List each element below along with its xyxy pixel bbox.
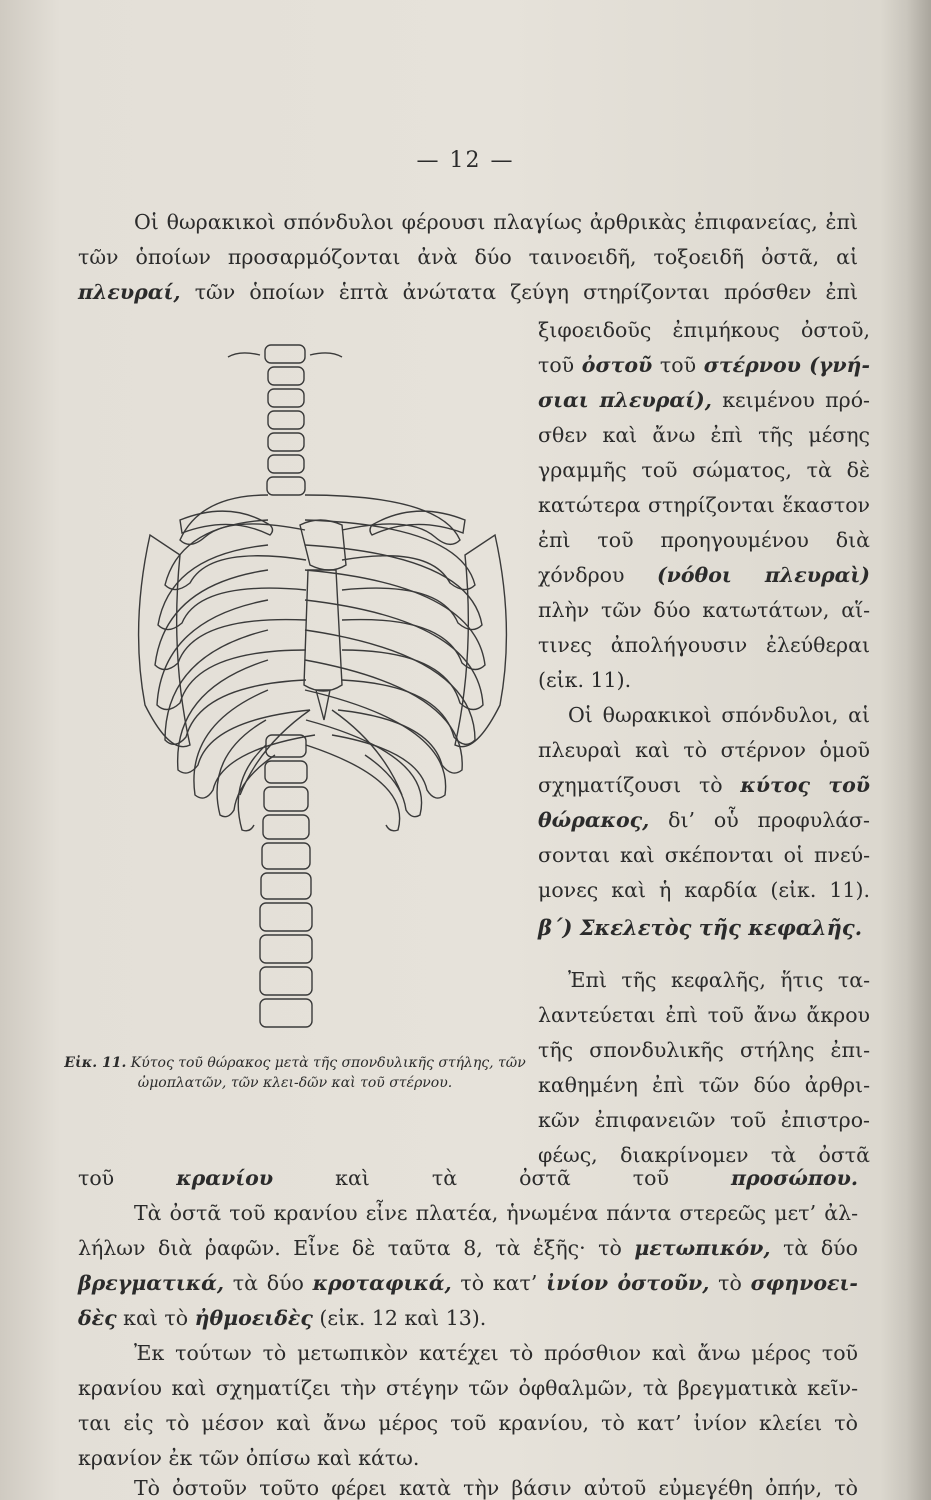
text-line	[538, 810, 870, 831]
term-kraniou: κρανίου	[176, 1166, 274, 1190]
text-span: λήλων διὰ ῥαφῶν. Εἶνε δὲ ταῦτα 8, τὰ ἑξῆς· τὸ	[78, 1236, 622, 1260]
text-line: κρανίον ἐκ τῶν ὀπίσω καὶ κάτω.	[78, 1446, 420, 1470]
term-inion: ἰνίον ὀστοῦν,	[546, 1271, 710, 1295]
text-span: χόνδρου	[538, 563, 625, 587]
text-line	[78, 282, 858, 303]
text-line: μονες καὶ ἡ καρδία (εἰκ. 11).	[538, 878, 870, 902]
term-kytos: κύτος τοῦ	[740, 773, 870, 797]
text-span: δι’ οὗ προφυλάσ-	[668, 808, 870, 832]
section-heading: β΄) Σκελετὸς τῆς κεφαλῆς.	[538, 915, 863, 940]
text-line: καθημένη ἐπὶ τῶν δύο ἀρθρι-	[538, 1073, 870, 1097]
text-line: Οἱ θωρακικοὶ σπόνδυλοι φέρουσι πλαγίως ἀρθρικὰς ἐπιφανείας, ἐπὶ	[134, 210, 858, 234]
text-line	[78, 1308, 858, 1329]
term-metopikon: μετωπικόν,	[634, 1236, 771, 1260]
text-line: (εἰκ. 11).	[538, 668, 632, 692]
text-line: Τὸ ὀστοῦν τοῦτο φέρει κατὰ τὴν βάσιν αὐτοῦ εὐμεγέθη ὀπήν, τὸ	[134, 1476, 858, 1500]
text-line	[538, 565, 870, 586]
text-line	[78, 1168, 858, 1189]
text-line	[538, 390, 870, 411]
text-line: Τὰ ὀστᾶ τοῦ κρανίου εἶνε πλατέα, ἡνωμένα πάντα στερεῶς μετ’ ἀλ-	[134, 1201, 858, 1225]
text-line: κατώτερα στηρίζονται ἕκαστον	[538, 493, 870, 517]
text-span: τὸ κατ’	[460, 1271, 538, 1295]
term-nothoi: (νόθοι πλευραὶ)	[656, 563, 870, 587]
text-span: (εἰκ. 12 καὶ 13).	[319, 1306, 487, 1330]
text-span: σχηματίζουσι τὸ	[538, 773, 723, 797]
term-ithmoeides: ἠθμοειδὲς	[194, 1306, 313, 1330]
text-line: ται εἰς τὸ μέσον καὶ ἄνω μέρος τοῦ κρανίου, τὸ κατ’ ἰνίον κλείει τὸ	[78, 1411, 858, 1435]
term-gnisiai: σιαι πλευραί),	[538, 388, 712, 412]
page-edge	[905, 0, 931, 1500]
text-span: καὶ τὸ	[123, 1306, 189, 1330]
text-span: καὶ τὰ ὀστᾶ τοῦ	[335, 1166, 669, 1190]
text-line: Οἱ θωρακικοὶ σπόνδυλοι, αἱ	[568, 703, 870, 727]
text-line: τῶν ὁποίων προσαρμόζονται ἀνὰ δύο ταινοειδῆ, τοξοειδῆ ὀστᾶ, αἱ	[78, 245, 858, 269]
caption-text: Κύτος τοῦ θώρακος μετὰ τῆς σπονδυλικῆς στήλης, τῶν ὠμοπλατῶν, τῶν κλει-δῶν καὶ τοῦ στέρνου.	[130, 1055, 526, 1091]
text-line: τῆς σπονδυλικῆς στήλης ἐπι-	[538, 1038, 870, 1062]
text-line: Ἐκ τούτων τὸ μετωπικὸν κατέχει τὸ πρόσθιον καὶ ἄνω μέρος τοῦ	[134, 1341, 858, 1365]
term-prosopou: προσώπου.	[730, 1166, 858, 1190]
term-thorakos: θώρακος,	[538, 808, 650, 832]
left-ribs	[155, 495, 315, 831]
text-line: λαντεύεται ἐπὶ τοῦ ἄνω ἄκρου	[538, 1003, 870, 1027]
text-line: γραμμῆς τοῦ σώματος, τὰ δὲ	[538, 458, 870, 482]
text-span: τοῦ	[78, 1166, 115, 1190]
text-span: τῶν ὁποίων ἑπτὰ ἀνώτατα ζεύγη στηρίζονται πρόσθεν ἐπὶ	[194, 280, 858, 304]
text-line: ξιφοειδοῦς ἐπιμήκους ὀστοῦ,	[538, 318, 870, 342]
text-line: πλὴν τῶν δύο κατωτάτων, αἵ-	[538, 598, 870, 622]
thorax-skeleton-illustration	[110, 325, 530, 1035]
text-span: τὰ δύο	[783, 1236, 858, 1260]
text-line: κῶν ἐπιφανειῶν τοῦ ἐπιστρο-	[538, 1108, 870, 1132]
caption-label: Εἰκ. 11.	[64, 1055, 127, 1071]
text-span: τοῦ	[538, 353, 575, 377]
text-line: σθεν καὶ ἄνω ἐπὶ τῆς μέσης	[538, 423, 870, 447]
text-line	[538, 355, 870, 376]
text-span: κειμένου πρό-	[722, 388, 870, 412]
text-line	[78, 1273, 858, 1294]
figure-caption	[60, 1053, 530, 1093]
text-line: κρανίου καὶ σχηματίζει τὴν στέγην τῶν ὀφθαλμῶν, τὰ βρεγματικὰ κεῖν-	[78, 1376, 858, 1400]
text-line: φέως, διακρίνομεν τὰ ὀστᾶ	[538, 1143, 870, 1167]
spine-vertebrae	[260, 345, 312, 1027]
text-line	[78, 1238, 858, 1259]
term-pleurai: πλευραί,	[78, 280, 181, 304]
term-ostou: ὀστοῦ	[581, 353, 653, 377]
page-number: — 12 —	[416, 148, 515, 173]
text-line: σονται καὶ σκέπονται οἱ πνεύ-	[538, 843, 870, 867]
text-line: Ἐπὶ τῆς κεφαλῆς, ἥτις τα-	[568, 968, 870, 992]
text-line: πλευραὶ καὶ τὸ στέρνον ὁμοῦ	[538, 738, 870, 762]
text-span: τὰ δύο	[232, 1271, 304, 1295]
term-des: δὲς	[78, 1306, 117, 1330]
term-krotafika: κροταφικά,	[312, 1271, 452, 1295]
text-line: τινες ἀπολήγουσιν ἐλεύθεραι	[538, 633, 870, 657]
text-line: ἐπὶ τοῦ προηγουμένου διὰ	[538, 528, 870, 552]
term-bregmatika: βρεγματικά,	[78, 1271, 225, 1295]
text-line	[538, 775, 870, 796]
term-sternou: στέρνου (γνή-	[703, 353, 870, 377]
text-span: τοῦ	[659, 353, 697, 377]
term-sfinoeides: σφηνοει-	[750, 1271, 858, 1295]
text-span: τὸ	[718, 1271, 742, 1295]
